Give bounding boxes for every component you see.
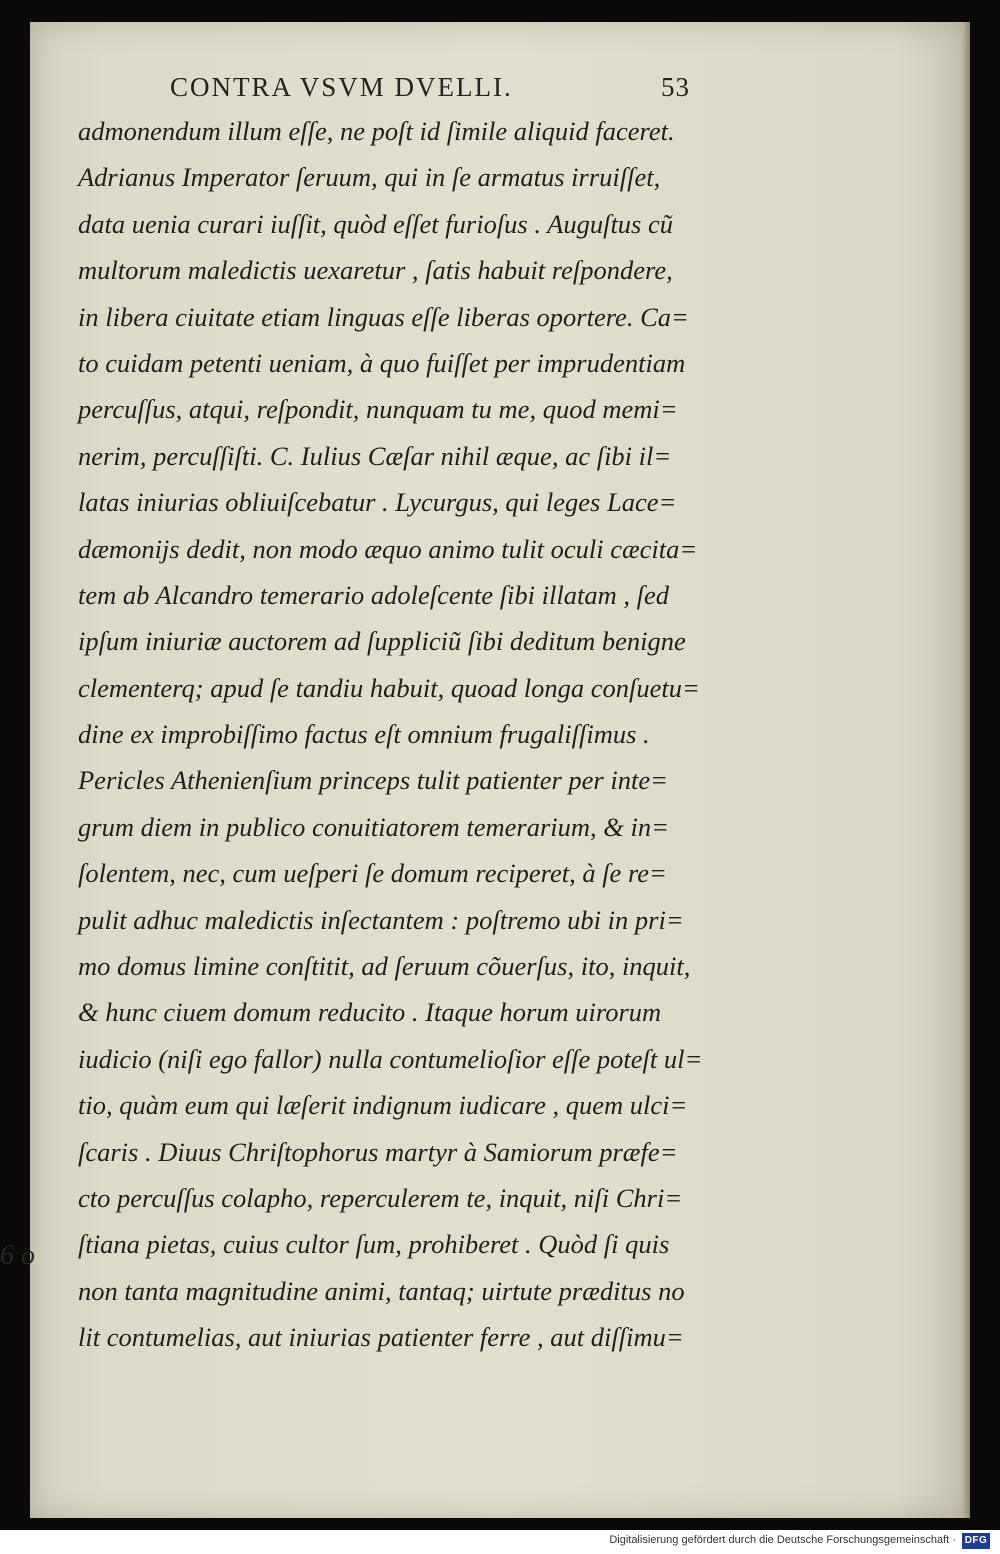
page-edge — [962, 22, 970, 1518]
dfg-logo-icon[interactable]: DFG — [962, 1533, 990, 1549]
digitization-footer — [0, 1530, 1000, 1554]
text-line: pulit adhuc maledictis inſectantem : poſtremo ubi in pri= — [78, 904, 684, 935]
text-line: mo domus limine conſtitit, ad ſeruum cõuerſus, ito, inquit, — [78, 951, 691, 982]
funding-credit: Digitalisierung gefördert durch die Deutsche Forschungsgemeinschaft · — [609, 1534, 956, 1546]
text-line: nerim, percuſſiſti. C. Iulius Cæſar nihil æque, ac ſibi il= — [78, 440, 672, 471]
text-line: multorum maledictis uexaretur , ſatis habuit reſpondere, — [78, 255, 673, 286]
text-line: data uenia curari iuſſit, quòd eſſet furioſus . Auguſtus cũ — [78, 208, 674, 239]
text-line: ſolentem, nec, cum ueſperi ſe domum reciperet, à ſe re= — [78, 858, 667, 889]
text-line: lit contumelias, aut iniurias patienter ferre , aut diſſimu= — [78, 1322, 684, 1353]
text-line: dæmonijs dedit, non modo æquo animo tulit oculi cæcita= — [78, 533, 698, 564]
body-text — [78, 108, 806, 1361]
running-head — [160, 66, 690, 106]
text-line: Pericles Athenienſium princeps tulit patienter per inte= — [78, 765, 668, 796]
text-line: Adrianus Imperator ſeruum, qui in ſe armatus irruiſſet, — [78, 162, 661, 193]
text-line: clementerq; apud ſe tandiu habuit, quoad longa conſuetu= — [78, 672, 700, 703]
text-line: tio, quàm eum qui læſerit indignum iudicare , quem ulci= — [78, 1090, 688, 1121]
page-number: 53 — [661, 72, 690, 102]
text-line: percuſſus, atqui, reſpondit, nunquam tu me, quod memi= — [78, 394, 678, 425]
text-line: grum diem in publico conuitiatorem temerarium, & in= — [78, 811, 670, 842]
text-line: to cuidam petenti ueniam, à quo fuiſſet per imprudentiam — [78, 347, 686, 378]
book-page — [30, 22, 970, 1518]
text-line: admonendum illum eſſe, ne poſt id ſimile aliquid faceret. — [78, 116, 675, 146]
margin-line-number: 6 o — [0, 1240, 35, 1271]
text-line: latas iniurias obliuiſcebatur . Lycurgus, qui leges Lace= — [78, 487, 677, 518]
text-line: non tanta magnitudine animi, tantaq; uirtute præditus no — [78, 1275, 685, 1306]
text-line: dine ex improbiſſimo factus eſt omnium frugaliſſimus . — [78, 719, 650, 750]
text-line: ſcaris . Diuus Chriſtophorus martyr à Samiorum præfe= — [78, 1136, 678, 1167]
running-head-title: CONTRA VSVM DVELLI. — [170, 72, 513, 102]
text-line: tem ab Alcandro temerario adoleſcente ſibi illatam , ſed — [78, 579, 669, 610]
text-line: ſtiana pietas, cuius cultor ſum, prohiberet . Quòd ſi quis — [78, 1229, 670, 1260]
text-line: in libera ciuitate etiam linguas eſſe liberas oportere. Ca= — [78, 301, 689, 332]
text-line: iudicio (niſi ego fallor) nulla contumelioſior eſſe poteſt ul= — [78, 1043, 703, 1074]
text-line: & hunc ciuem domum reducito . Itaque horum uirorum — [78, 997, 662, 1028]
text-line: ipſum iniuriæ auctorem ad ſuppliciũ ſibi deditum benigne — [78, 626, 686, 657]
text-line: cto percuſſus colapho, reperculerem te, inquit, niſi Chri= — [78, 1182, 683, 1213]
